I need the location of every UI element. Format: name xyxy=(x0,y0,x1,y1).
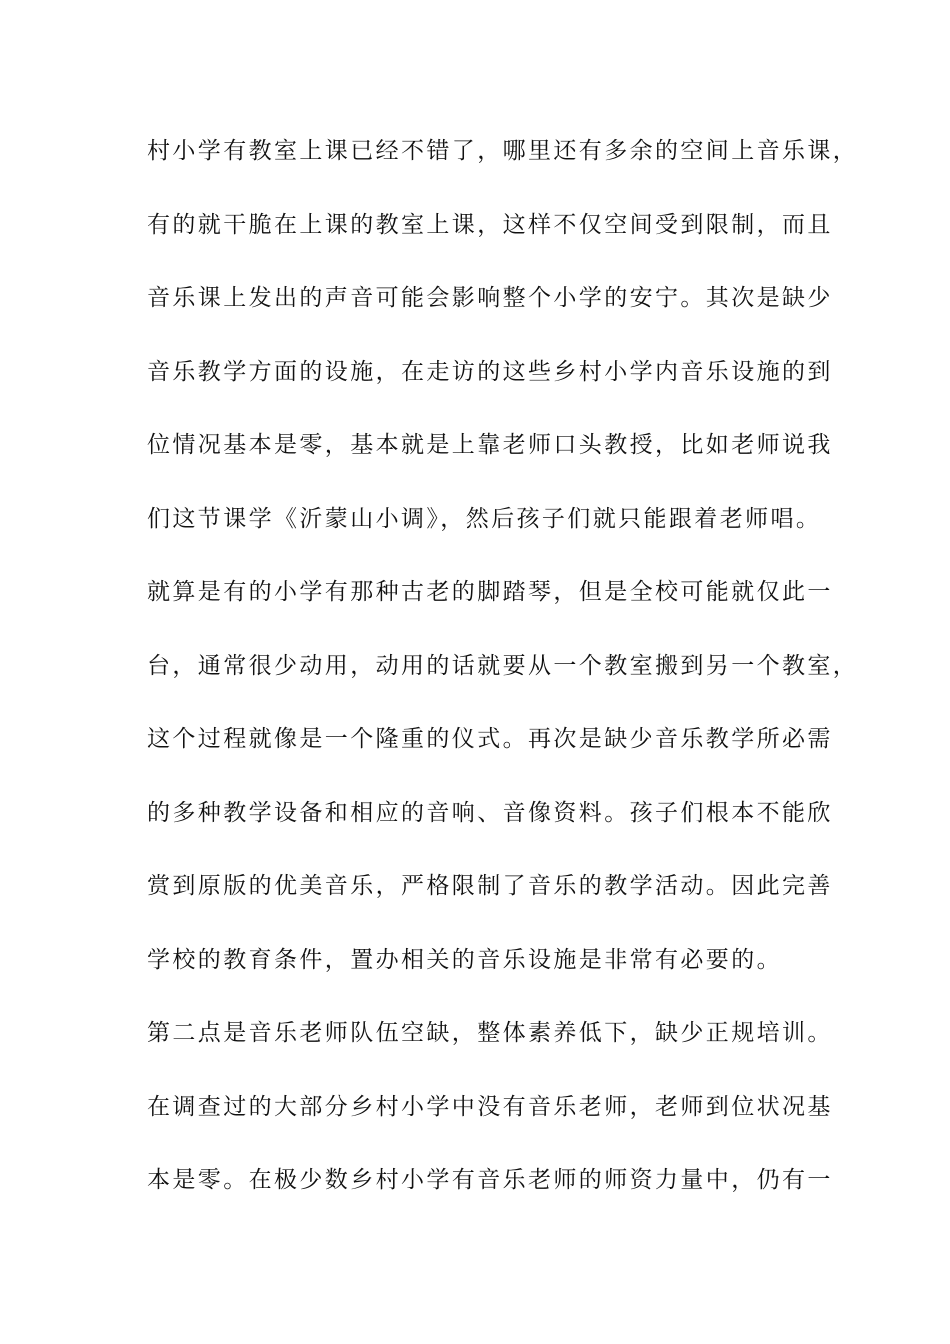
text-line: 村小学有教室上课已经不错了，哪里还有多余的空间上音乐课， xyxy=(147,138,859,164)
text-line: 台，通常很少动用，动用的话就要从一个教室搬到另一个教室， xyxy=(147,652,859,679)
text-line: 的多种教学设备和相应的音响、音像资料。孩子们根本不能欣 xyxy=(147,799,833,826)
text-line: 位情况基本是零，基本就是上靠老师口头教授，比如老师说我 xyxy=(147,432,833,458)
text-line: 在调查过的大部分乡村小学中没有音乐老师，老师到位状况基 xyxy=(147,1093,833,1120)
text-line: 音乐教学方面的设施，在走访的这些乡村小学内音乐设施的到 xyxy=(147,358,833,385)
text-line: 学校的教育条件，置办相关的音乐设施是非常有必要的。 xyxy=(147,946,782,973)
text-line: 们这节课学《沂蒙山小调》，然后孩子们就只能跟着老师唱。 xyxy=(147,505,822,532)
body-text xyxy=(147,124,859,1227)
text-line: 赏到原版的优美音乐，严格限制了音乐的教学活动。因此完善 xyxy=(147,873,833,899)
text-line: 这个过程就像是一个隆重的仪式。再次是缺少音乐教学所必需 xyxy=(147,726,833,752)
text-line: 音乐课上发出的声音可能会影响整个小学的安宁。其次是缺少 xyxy=(147,285,833,311)
text-line: 就算是有的小学有那种古老的脚踏琴，但是全校可能就仅此一 xyxy=(147,579,833,605)
text-line: 本是零。在极少数乡村小学有音乐老师的师资力量中，仍有一 xyxy=(147,1167,833,1193)
text-line: 有的就干脆在上课的教室上课，这样不仅空间受到限制，而且 xyxy=(147,211,833,238)
text-line: 第二点是音乐老师队伍空缺，整体素养低下，缺少正规培训。 xyxy=(147,1020,833,1046)
